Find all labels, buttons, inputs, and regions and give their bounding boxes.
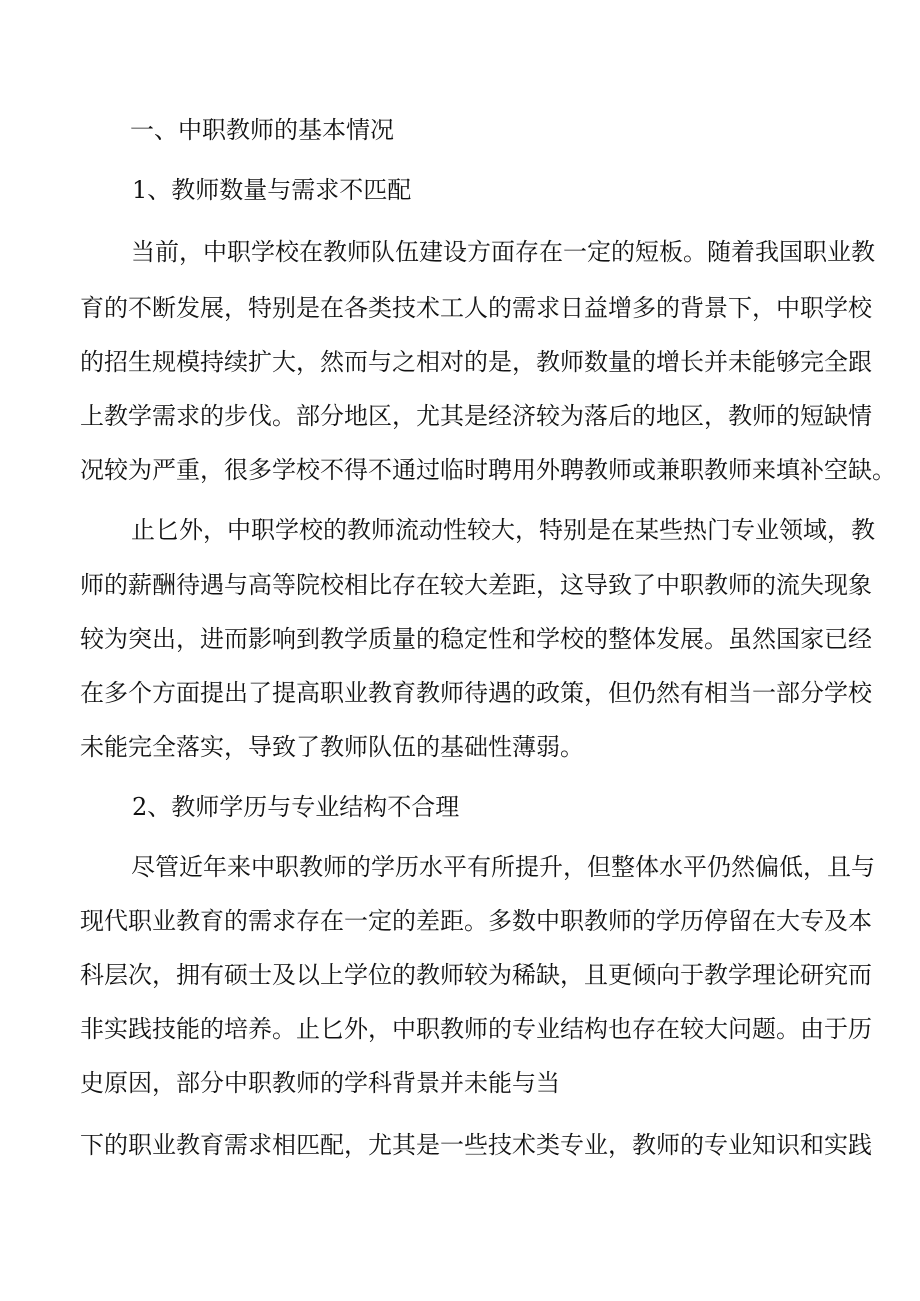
paragraph-line: 较为突出，进而影响到教学质量的稳定性和学校的整体发展。虽然国家已经	[80, 625, 872, 653]
section-heading: 一、中职教师的基本情况	[130, 116, 394, 144]
subsection-heading-1: 1、教师数量与需求不匹配	[132, 176, 412, 204]
subsection-heading-2: 2、教师学历与专业结构不合理	[132, 793, 460, 821]
paragraph-line: 的招生规模持续扩大，然而与之相对的是，教师数量的增长并未能够完全跟	[80, 348, 872, 376]
paragraph-line: 上教学需求的步伐。部分地区，尤其是经济较为落后的地区，教师的短缺情	[80, 402, 872, 430]
paragraph-line: 科层次，拥有硕士及以上学位的教师较为稀缺，且更倾向于教学理论研究而	[80, 961, 872, 989]
paragraph-line: 在多个方面提出了提高职业教育教师待遇的政策，但仍然有相当一部分学校	[80, 679, 872, 707]
paragraph-line: 史原因，部分中职教师的学科背景并未能与当	[80, 1069, 560, 1097]
paragraph-line: 现代职业教育的需求存在一定的差距。多数中职教师的学历停留在大专及本	[80, 907, 872, 935]
paragraph-line: 当前，中职学校在教师队伍建设方面存在一定的短板。随着我国职业教	[131, 238, 875, 266]
paragraph-line: 未能完全落实，导致了教师队伍的基础性薄弱。	[80, 733, 584, 761]
paragraph-line: 非实践技能的培养。止匕外，中职教师的专业结构也存在较大问题。由于历	[80, 1015, 872, 1043]
paragraph-line: 师的薪酬待遇与高等院校相比存在较大差距，这导致了中职教师的流失现象	[80, 571, 872, 599]
paragraph-line: 况较为严重，很多学校不得不通过临时聘用外聘教师或兼职教师来填补空缺。	[80, 456, 896, 484]
paragraph-line: 止匕外，中职学校的教师流动性较大，特别是在某些热门专业领域，教	[131, 516, 875, 544]
paragraph-line: 育的不断发展，特别是在各类技术工人的需求日益增多的背景下，中职学校	[80, 294, 872, 322]
paragraph-line: 下的职业教育需求相匹配，尤其是一些技术类专业，教师的专业知识和实践	[80, 1131, 872, 1159]
paragraph-line: 尽管近年来中职教师的学历水平有所提升，但整体水平仍然偏低，且与	[131, 853, 875, 881]
